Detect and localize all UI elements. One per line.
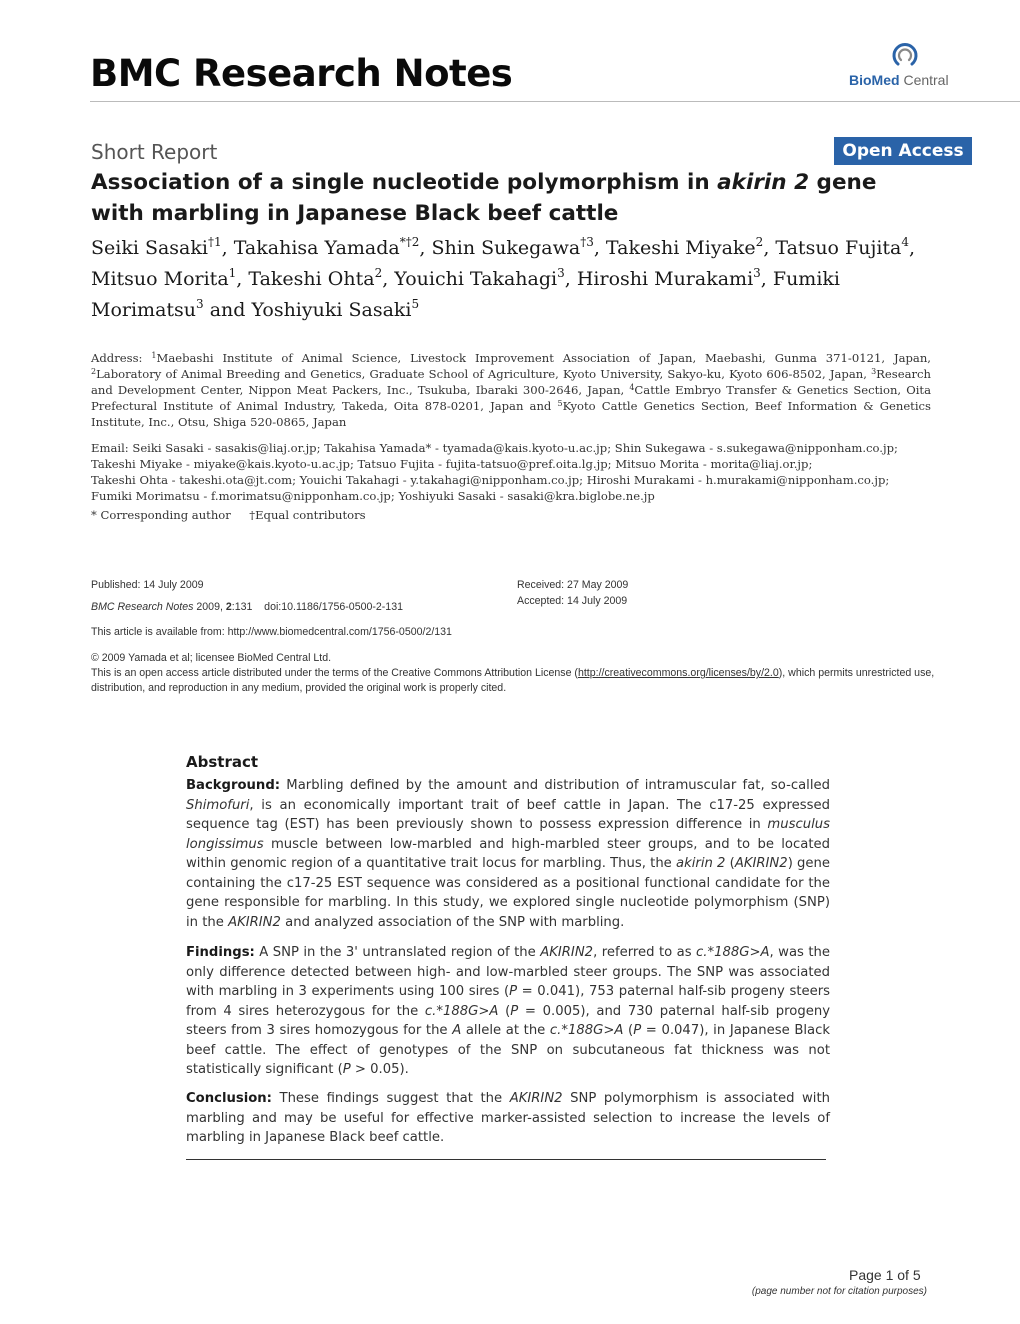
- email-line: Takeshi Miyake - miyake@kais.kyoto-u.ac.jp; Tatsuo Fujita - fujita-tatsuo@pref.oita.lg.jp; Mitsuo Morita - morita@liaj.or.jp;: [91, 457, 813, 471]
- logo-bio-text: BioMed: [849, 72, 900, 88]
- biomed-central-logo-icon: [890, 42, 920, 70]
- conclusion-text: These findings suggest that the AKIRIN2 SNP polymorphism is associated with marbling and may be useful for effective marker-assisted selection to increase the levels of marbling in Japanese Black beef cattle.: [186, 1091, 830, 1145]
- conclusion-label: Conclusion:: [186, 1091, 272, 1106]
- accepted-date: Accepted: 14 July 2009: [517, 595, 628, 607]
- affiliation-number: 2: [91, 367, 97, 376]
- author-affiliation-mark: *†2: [399, 235, 420, 249]
- author-affiliation-mark: 3: [753, 266, 761, 280]
- email-line: Email: Seiki Sasaki - sasakis@liaj.or.jp; Takahisa Yamada* - tyamada@kais.kyoto-u.ac.jp; Shin Sukegawa - s.sukegawa@nipponham.co.jp;: [91, 441, 898, 455]
- author-affiliation-mark: 3: [557, 266, 565, 280]
- author-affiliation-mark: †3: [580, 235, 594, 249]
- author-name: Yoshiyuki Sasaki: [251, 299, 412, 321]
- abstract-conclusion: [186, 1089, 830, 1148]
- findings-label: Findings:: [186, 945, 255, 960]
- author-name: Takeshi Miyake: [605, 237, 756, 259]
- author-affiliation-mark: 3: [196, 297, 204, 311]
- affiliation-number: 3: [871, 367, 877, 376]
- abstract-background: [186, 776, 830, 932]
- article-type: Short Report: [91, 140, 218, 164]
- copyright-line: © 2009 Yamada et al; licensee BioMed Central Ltd.: [91, 652, 332, 664]
- page-number: Page 1 of 5: [849, 1267, 921, 1283]
- affiliation-text: Cattle Embryo Transfer & Genetics Section, Oita Prefectural Institute of Animal Industry, Takeda, Oita 878-0201, Japan and: [91, 383, 931, 413]
- corresponding-author-note: * Corresponding author: [91, 508, 231, 522]
- abstract-divider: [186, 1159, 826, 1160]
- license-block: [91, 651, 936, 696]
- email-line: Takeshi Ohta - takeshi.ota@jt.com; Youichi Takahagi - y.takahagi@nipponham.co.jp; Hiroshi Murakami - h.murakami@nipponham.co.jp;: [91, 473, 890, 487]
- address-label: Address:: [91, 351, 152, 365]
- license-text-after: ), which permits unrestricted use, distribution, and reproduction in any medium, provided the original work is properly cited.: [91, 667, 935, 694]
- affiliation-number: 1: [151, 351, 157, 360]
- email-block: [91, 440, 931, 504]
- citation-page: :131: [231, 601, 253, 613]
- author-affiliation-mark: 1: [228, 266, 237, 280]
- license-link[interactable]: http://creativecommons.org/licenses/by/2.0: [577, 667, 779, 679]
- affiliation-number: 4: [629, 383, 635, 392]
- author-affiliation-mark: 2: [755, 235, 764, 249]
- author-name: Takahisa Yamada: [233, 237, 400, 259]
- author-name: Tatsuo Fujita: [775, 237, 902, 259]
- author-affiliation-mark: 4: [901, 235, 910, 249]
- header-divider: [90, 101, 1020, 102]
- author-name: Takeshi Ohta: [248, 268, 375, 290]
- title-gene: akirin 2: [717, 170, 810, 195]
- license-text: [91, 666, 936, 696]
- logo-central-text: Central: [899, 72, 949, 88]
- author-name: Fumiki Morimatsu: [91, 268, 840, 321]
- author-name: Mitsuo Morita: [91, 268, 229, 290]
- citation: [91, 601, 403, 613]
- author-name: Shin Sukegawa: [431, 237, 581, 259]
- citation-year: 2009,: [193, 601, 226, 613]
- license-text-before: This is an open access article distributed under the terms of the Creative Commons Attribution License (: [91, 667, 578, 679]
- abstract-findings: [186, 943, 830, 1080]
- doi[interactable]: doi:10.1186/1756-0500-2-131: [264, 601, 403, 613]
- author-affiliation-mark: 2: [374, 266, 383, 280]
- author-name: Hiroshi Murakami: [576, 268, 754, 290]
- author-name: Seiki Sasaki: [91, 237, 208, 259]
- article-title: [91, 167, 921, 229]
- author-list: Seiki Sasaki$^{\dagger 1}$, Takahisa Yamada$^{*\dagger 2}$, Shin Sukegawa$^{\dagger 3}$, Takeshi Miyake$^2$, Tatsuo Fujita$^4$, Mitsuo Morita$^1$, Takeshi Ohta$^2$, Youichi Takahagi$^3$, Hiroshi Murakami$^3$, Fumiki Morimatsu$^3$ and Yoshiyuki Sasaki$^5$: [91, 235, 916, 321]
- citation-volume: 2: [225, 601, 232, 613]
- received-date: Received: 27 May 2009: [517, 579, 629, 591]
- author-affiliation-mark: †1: [207, 235, 222, 249]
- page-number-note: (page number not for citation purposes): [751, 1286, 927, 1297]
- abstract-heading: Abstract: [186, 753, 259, 771]
- published-date: Published: 14 July 2009: [91, 579, 204, 591]
- title-part-2: gene with marbling in Japanese Black beef cattle: [91, 170, 877, 226]
- affiliation-number: 5: [557, 399, 563, 408]
- title-part-1: Association of a single nucleotide polymorphism in: [91, 170, 718, 195]
- availability-statement[interactable]: This article is available from: http://www.biomedcentral.com/1756-0500/2/131: [91, 626, 452, 638]
- biomed-central-logo[interactable]: [849, 72, 949, 88]
- findings-text: A SNP in the 3' untranslated region of the AKIRIN2, referred to as c.*188G>A, was the only difference detected between high- and low-marbled steer groups. The SNP was associated with marbling in 3 experiments using 100 sires (P = 0.041), 753 paternal half-sib progeny steers from 4 sires heterozygous for the c.*188G>A (P = 0.005), and 730 paternal half-sib progeny steers from 3 sires homozygous for the A allele at the c.*188G>A (P = 0.047), in Japanese Black beef cattle. The effect of genotypes of the SNP on subcutaneous fat thickness was not statistically significant (P > 0.05).: [186, 945, 831, 1077]
- affiliation-text: Research and Development Center, Nippon Meat Packers, Inc., Tsukuba, Ibaraki 300-2646, Japan,: [91, 367, 931, 397]
- address-block: [91, 350, 931, 430]
- citation-journal: BMC Research Notes: [91, 601, 194, 613]
- footnote-legend: [91, 508, 366, 522]
- open-access-badge: Open Access: [834, 137, 972, 165]
- equal-contributors-note: †Equal contributors: [249, 508, 366, 522]
- author-name: Youichi Takahagi: [394, 268, 558, 290]
- affiliations: [91, 351, 931, 429]
- journal-title: BMC Research Notes: [90, 52, 513, 95]
- affiliation-text: Maebashi Institute of Animal Science, Livestock Improvement Association of Japan, Maebashi, Gunma 371-0121, Japan,: [156, 351, 931, 365]
- background-label: Background:: [186, 778, 281, 793]
- background-text: Marbling defined by the amount and distribution of intramuscular fat, so-called Shimofuri, is an economically important trait of beef cattle in Japan. The c17-25 expressed sequence tag (EST) has been previously shown to possess expression difference in musculus longissimus muscle between low-marbled and high-marbled steer groups, and to be located within genomic region of a quantitative trait locus for marbling. Thus, the akirin 2 (AKIRIN2) gene containing the c17-25 EST sequence was considered as a positional functional candidate for the gene responsible for marbling. In this study, we explored single nucleotide polymorphism (SNP) in the AKIRIN2 and analyzed association of the SNP with marbling.: [186, 778, 830, 930]
- email-line: Fumiki Morimatsu - f.morimatsu@nipponham.co.jp; Yoshiyuki Sasaki - sasaki@kra.biglobe.ne.jp: [91, 489, 655, 503]
- author-affiliation-mark: 5: [411, 297, 420, 311]
- affiliation-text: Kyoto Cattle Genetics Section, Beef Information & Genetics Institute, Inc., Otsu, Shiga 520-0865, Japan: [91, 399, 931, 429]
- affiliation-text: Laboratory of Animal Breeding and Genetics, Graduate School of Agriculture, Kyoto University, Sakyo-ku, Kyoto 606-8502, Japan,: [96, 367, 872, 381]
